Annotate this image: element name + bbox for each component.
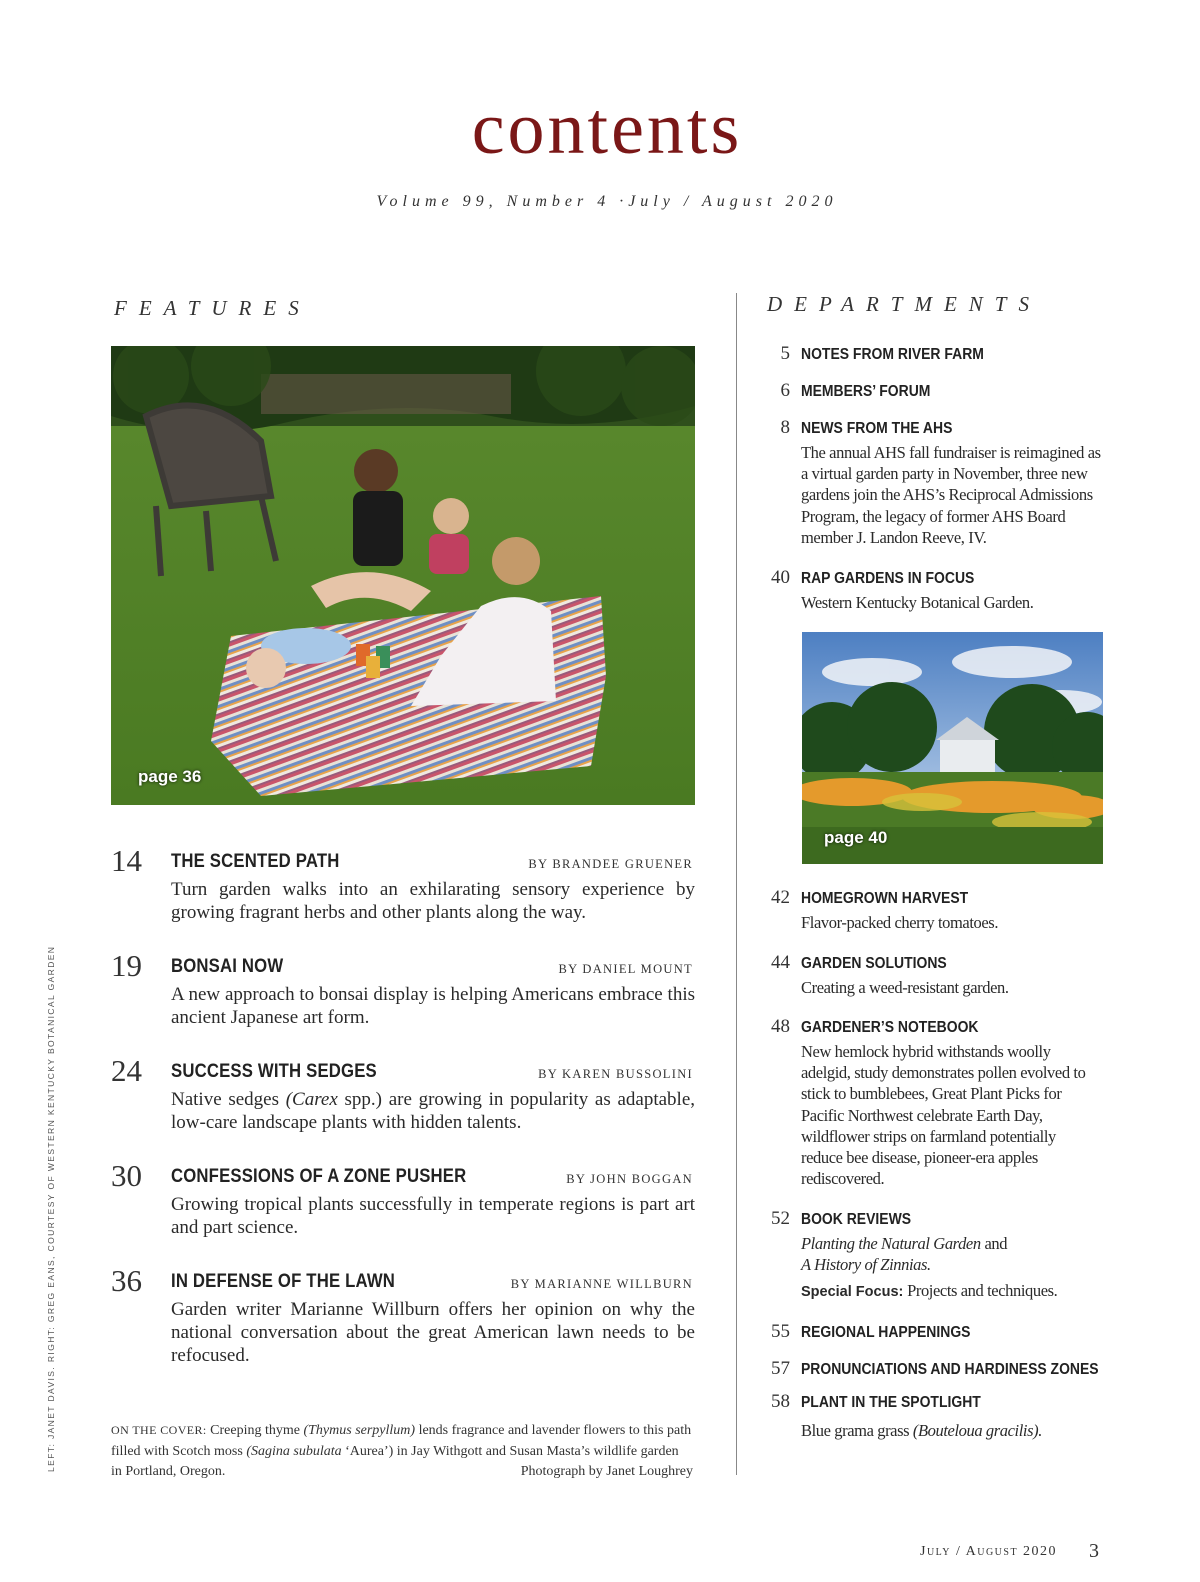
department-description: The annual AHS fall fundraiser is reimagined as a virtual garden party in November, three new gardens join the AHS’s Reciprocal Admissions Program, the legacy of former AHS Board member J. Landon Reeve, IV. [801, 443, 1101, 547]
feature-description: Turn garden walks into an exhilarating sensory experience by growing fragrant herbs and other plants along the way. [171, 879, 695, 923]
species-name: (Bouteloua gracilis). [912, 1421, 1042, 1440]
feature-byline: BY JOHN BOGGAN [566, 1172, 693, 1186]
cover-note-label: ON THE COVER: [111, 1423, 207, 1437]
feature-description: Garden writer Marianne Willburn offers her opinion on why the national conversation about the great American lawn needs to be refocused. [171, 1299, 695, 1366]
feature-byline: BY DANIEL MOUNT [558, 962, 693, 976]
feature-title: CONFESSIONS OF A ZONE PUSHER [171, 1166, 467, 1187]
cover-note-text: ‘Aurea’) in Jay Withgott and Susan Masta’s wildlife garden in Portland, Oregon. [111, 1443, 679, 1479]
desc-text: Blue grama grass [801, 1421, 913, 1440]
department-page-number: 57 [771, 1358, 790, 1379]
boy-figure [429, 498, 469, 574]
department-page-number: 55 [771, 1321, 790, 1342]
photo-caption-page-36: page 36 [138, 767, 202, 786]
feature-title: THE SCENTED PATH [171, 851, 340, 872]
photo-caption-page-40: page 40 [824, 828, 888, 847]
department-page-number: 8 [780, 417, 790, 438]
cover-note [111, 1420, 693, 1483]
department-title: BOOK REVIEWS [801, 1211, 912, 1228]
department-description [801, 1420, 1101, 1441]
desc-text: spp.) are growing in popularity as adaptable, low-care landscape plants with hidden talents. [171, 1089, 696, 1133]
feature-description: Growing tropical plants successfully in temperate regions is part art and part science. [171, 1194, 695, 1238]
department-page-number: 42 [771, 887, 790, 908]
department-title: PLANT IN THE SPOTLIGHT [801, 1394, 981, 1411]
special-focus [801, 1281, 1101, 1301]
feature-byline: BY BRANDEE GRUENER [528, 857, 693, 871]
department-description: Creating a weed-resistant garden. [801, 978, 1009, 997]
department-page-number: 48 [771, 1016, 790, 1037]
species-name: (Sagina subulata [246, 1443, 342, 1459]
species-name: (Thymus serpyllum) [303, 1423, 416, 1438]
department-title: NEWS FROM THE AHS [801, 420, 953, 437]
department-page-number: 6 [780, 380, 790, 401]
department-title: GARDENER’S NOTEBOOK [801, 1019, 979, 1036]
department-page-number: 5 [780, 343, 790, 364]
feature-photo-picnic [111, 346, 695, 805]
special-focus-text: Projects and techniques. [903, 1281, 1058, 1300]
cover-note-text: lends fragrance and lavender flowers to this path filled with Scotch moss [111, 1423, 692, 1459]
feature-page-number: 14 [111, 843, 142, 878]
feature-description: A new approach to bonsai display is helping Americans embrace this ancient Japanese art form. [171, 984, 695, 1028]
photo-credit: Photograph by Janet Loughrey [520, 1464, 693, 1479]
picnic-illustration [111, 346, 695, 805]
column-divider [736, 293, 737, 1475]
department-description: Flavor-packed cherry tomatoes. [801, 913, 999, 932]
department-title: PRONUNCIATIONS AND HARDINESS ZONES [801, 1361, 1099, 1378]
department-description [801, 1233, 1101, 1275]
feature-page-number: 30 [111, 1158, 142, 1193]
special-focus-label: Special Focus: [801, 1284, 904, 1300]
footer-page-number: 3 [1089, 1540, 1099, 1562]
feature-byline: BY MARIANNE WILLBURN [510, 1277, 693, 1291]
desc-text: Native sedges [171, 1089, 286, 1110]
feature-title: BONSAI NOW [171, 956, 284, 977]
department-photo-garden [802, 632, 1103, 864]
feature-title: IN DEFENSE OF THE LAWN [171, 1271, 396, 1292]
feature-description [171, 1088, 695, 1134]
features-heading: FEATURES [114, 296, 311, 320]
feature-page-number: 24 [111, 1053, 142, 1088]
book-title: Planting the Natural Garden [801, 1234, 981, 1253]
side-photo-credit: LEFT: JANET DAVIS. RIGHT: GREG EANS, COURTESY OF WESTERN KENTUCKY BOTANICAL GARDEN [46, 945, 56, 1472]
departments-heading: DEPARTMENTS [767, 292, 1041, 316]
feature-page-number: 36 [111, 1263, 142, 1298]
desc-text: and [980, 1234, 1008, 1253]
feature-byline: BY KAREN BUSSOLINI [538, 1067, 693, 1081]
department-title: REGIONAL HAPPENINGS [801, 1324, 971, 1341]
species-name: (Carex [285, 1089, 338, 1110]
department-page-number: 58 [771, 1391, 790, 1412]
department-title: NOTES FROM RIVER FARM [801, 346, 984, 363]
book-title: A History of Zinnias. [801, 1255, 931, 1275]
issue-line: Volume 99, Number 4 ·July / August 2020 [376, 193, 838, 210]
department-title: MEMBERS’ FORUM [801, 383, 931, 400]
department-description: Western Kentucky Botanical Garden. [801, 593, 1034, 612]
feature-title: SUCCESS WITH SEDGES [171, 1061, 377, 1082]
cover-note-text: Creeping thyme [206, 1423, 304, 1438]
department-page-number: 40 [771, 567, 790, 588]
department-page-number: 44 [771, 952, 790, 973]
department-title: GARDEN SOLUTIONS [801, 955, 947, 972]
department-page-number: 52 [771, 1208, 790, 1229]
feature-page-number: 19 [111, 948, 142, 983]
department-title: RAP GARDENS IN FOCUS [801, 570, 975, 587]
department-description: New hemlock hybrid withstands woolly adelgid, study demonstrates pollen evolved to stick to bumblebees, Great Plant Picks for Pacific Northwest celebrate Earth Day, wildflower strips on farmland potentially reduce bee disease, pioneer-era apples rediscovered. [801, 1042, 1086, 1189]
page-title: contents [471, 88, 743, 170]
footer-issue: July / August 2020 [920, 1544, 1058, 1559]
department-title: HOMEGROWN HARVEST [801, 890, 969, 907]
